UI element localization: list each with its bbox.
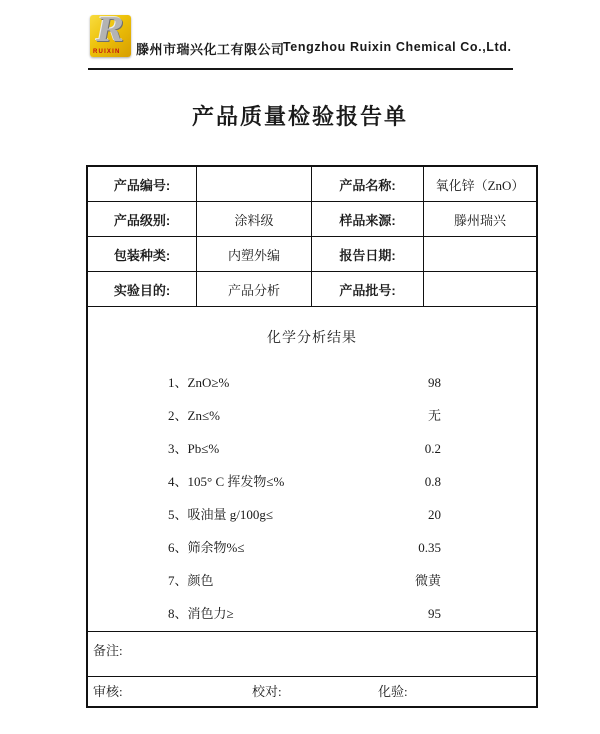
field-label-package-type: 包装种类: [88,237,197,272]
chem-item-value: 微黄 [414,573,441,588]
chemical-analysis-heading: 化学分析结果 [267,331,357,346]
chem-item-value: 95 [428,606,441,621]
remarks-row [88,632,536,677]
company-name-en: Tengzhou Ruixin Chemical Co.,Ltd. [283,40,512,54]
chem-item-label: 8、消色力≥ [168,606,234,621]
chem-item-value: 20 [428,507,441,522]
info-grid [88,167,536,307]
company-logo [90,10,131,57]
signoff-row [88,677,536,706]
chem-item-color [88,571,536,591]
chem-item-oil-absorption [88,505,536,525]
field-label-product-name: 产品名称: [312,167,424,202]
header-divider [88,68,513,70]
chem-item-value: 0.8 [424,474,441,489]
signoff-review-label: 审核: [93,684,123,699]
chem-item-value: 98 [428,375,441,390]
field-value-batch-no [424,272,536,307]
chem-item-value: 0.2 [424,441,441,456]
chem-item-label: 5、吸油量 g/100g≤ [168,507,273,522]
chemical-analysis-list [88,373,536,624]
logo-brand-text: RUIXIN [93,49,121,55]
field-label-product-no: 产品编号: [88,167,197,202]
chem-item-sieve-residue [88,538,536,558]
field-label-batch-no: 产品批号: [312,272,424,307]
chem-item-value: 无 [427,408,441,423]
field-value-sample-source: 滕州瑞兴 [424,202,536,237]
chem-item-zn [88,406,536,426]
chem-item-label: 6、筛余物%≤ [168,540,245,555]
chem-item-volatiles [88,472,536,492]
field-value-package-type: 内塑外编 [197,237,312,272]
chem-item-pb [88,439,536,459]
field-label-test-purpose: 实验目的: [88,272,197,307]
field-label-sample-source: 样品来源: [312,202,424,237]
chem-item-label: 3、Pb≤% [168,441,220,456]
chem-item-label: 2、Zn≤% [168,408,220,423]
chem-item-tinting-strength [88,604,536,624]
field-value-product-name: 氧化锌（ZnO） [424,167,536,202]
field-value-report-date [424,237,536,272]
chem-item-label: 1、ZnO≥% [168,375,230,390]
field-label-product-grade: 产品级别: [88,202,197,237]
chemical-analysis-section [88,307,536,632]
chem-item-label: 7、颜色 [168,573,214,588]
chem-item-label: 4、105° C 挥发物≤% [168,474,285,489]
chem-item-zno [88,373,536,393]
field-value-test-purpose: 产品分析 [197,272,312,307]
logo-r-monogram-icon: R [96,10,125,49]
signoff-proofread-label: 校对: [252,684,282,699]
signoff-assay-label: 化验: [378,684,408,699]
remarks-label: 备注: [93,643,123,658]
page-title: 产品质量检验报告单 [191,104,408,129]
report-table [86,165,538,708]
field-value-product-no [197,167,312,202]
field-label-report-date: 报告日期: [312,237,424,272]
chem-item-value: 0.35 [418,540,441,555]
field-value-product-grade: 涂料级 [197,202,312,237]
company-name-cn: 滕州市瑞兴化工有限公司 [136,42,285,57]
